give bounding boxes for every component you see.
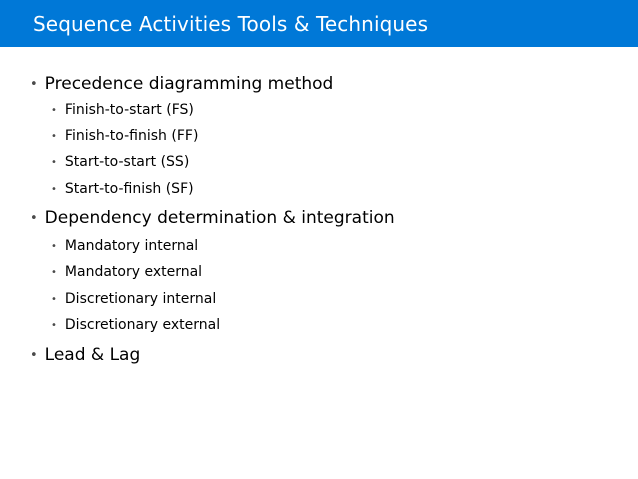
- sub-bullet-finish-to-finish: [51, 128, 198, 144]
- sub-bullet-discretionary-internal: [51, 291, 216, 307]
- sub-bullet-mandatory-external: [51, 264, 202, 280]
- sub-bullet-label: Mandatory internal: [64, 238, 199, 254]
- sub-bullet-label: Mandatory external: [64, 264, 203, 280]
- bullet-marker: •: [30, 347, 38, 363]
- bullet-precedence-diagramming: [30, 74, 333, 94]
- bullet-lead-and-lag: [30, 345, 140, 365]
- bullet-marker: •: [51, 104, 57, 116]
- bullet-marker: •: [51, 293, 57, 305]
- sub-bullet-label: Discretionary external: [64, 317, 221, 333]
- bullet-marker: •: [51, 266, 57, 278]
- bullet-label: Lead & Lag: [44, 345, 141, 365]
- sub-bullet-label: Finish-to-start (FS): [64, 102, 194, 118]
- bullet-marker: •: [30, 76, 38, 92]
- bullet-marker: •: [51, 240, 57, 252]
- sub-bullet-label: Finish-to-finish (FF): [64, 128, 199, 144]
- slide-title: Sequence Activities Tools & Techniques: [33, 11, 429, 36]
- bullet-marker: •: [51, 130, 57, 142]
- sub-bullet-discretionary-external: [51, 317, 220, 333]
- bullet-marker: •: [51, 156, 57, 168]
- sub-bullet-finish-to-start: [51, 102, 194, 118]
- sub-bullet-mandatory-internal: [51, 238, 198, 254]
- bullet-dependency-determination: [30, 208, 395, 228]
- sub-bullet-start-to-finish: [51, 181, 194, 197]
- bullet-label: Dependency determination & integration: [44, 208, 395, 228]
- bullet-marker: •: [30, 210, 38, 226]
- bullet-marker: •: [51, 183, 57, 195]
- sub-bullet-start-to-start: [51, 154, 189, 170]
- bullet-marker: •: [51, 319, 57, 331]
- sub-bullet-label: Discretionary internal: [64, 291, 217, 307]
- bullet-label: Precedence diagramming method: [44, 74, 334, 94]
- sub-bullet-label: Start-to-start (SS): [64, 154, 190, 170]
- sub-bullet-label: Start-to-finish (SF): [64, 181, 194, 197]
